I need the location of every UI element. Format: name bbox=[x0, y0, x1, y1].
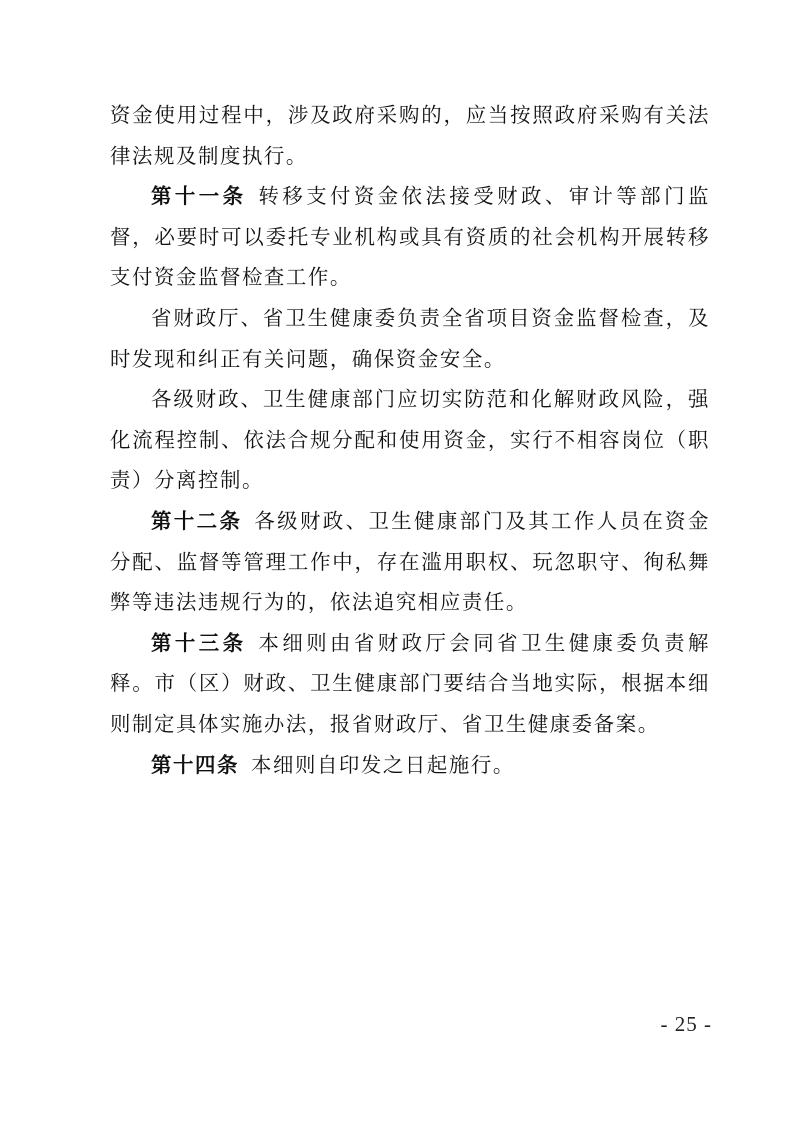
paragraph-text: 各级财政、卫生健康部门及其工作人员在资金分配、监督等管理工作中，存在滥用职权、玩忽职守、徇私舞弊等违法违规行为的，依法追究相应责任。 bbox=[110, 508, 710, 615]
article-title: 第十三条 bbox=[151, 630, 247, 655]
article-title: 第十四条 bbox=[151, 752, 239, 777]
paragraph-provincial-supervision bbox=[110, 298, 710, 379]
paragraph-text: 本细则由省财政厅会同省卫生健康委负责解释。市（区）财政、卫生健康部门要结合当地实际，根据本细则制定具体实施办法，报省财政厅、省卫生健康委备案。 bbox=[110, 630, 711, 736]
paragraph-continuation bbox=[110, 95, 710, 176]
article-14 bbox=[110, 745, 710, 786]
article-13 bbox=[110, 623, 710, 745]
paragraph-text: 本细则自印发之日起施行。 bbox=[250, 752, 515, 777]
article-11 bbox=[110, 176, 710, 298]
paragraph-text: 转移支付资金依法接受财政、审计等部门监督，必要时可以委托专业机构或具有资质的社会机构开展转移支付资金监督检查工作。 bbox=[110, 184, 711, 290]
article-title: 第十一条 bbox=[151, 184, 247, 209]
paragraph-text: 省财政厅、省卫生健康委负责全省项目资金监督检查，及时发现和纠正有关问题，确保资金安全。 bbox=[110, 305, 710, 371]
article-title: 第十二条 bbox=[151, 508, 243, 533]
document-body bbox=[110, 95, 710, 785]
article-12 bbox=[110, 501, 710, 623]
paragraph-text: 各级财政、卫生健康部门应切实防范和化解财政风险，强化流程控制、依法合规分配和使用资金，实行不相容岗位（职责）分离控制。 bbox=[110, 387, 710, 493]
paragraph-text: 资金使用过程中，涉及政府采购的，应当按照政府采购有关法律法规及制度执行。 bbox=[110, 103, 710, 168]
page-number: - 25 - bbox=[660, 1012, 712, 1036]
paragraph-risk-control bbox=[110, 379, 710, 501]
